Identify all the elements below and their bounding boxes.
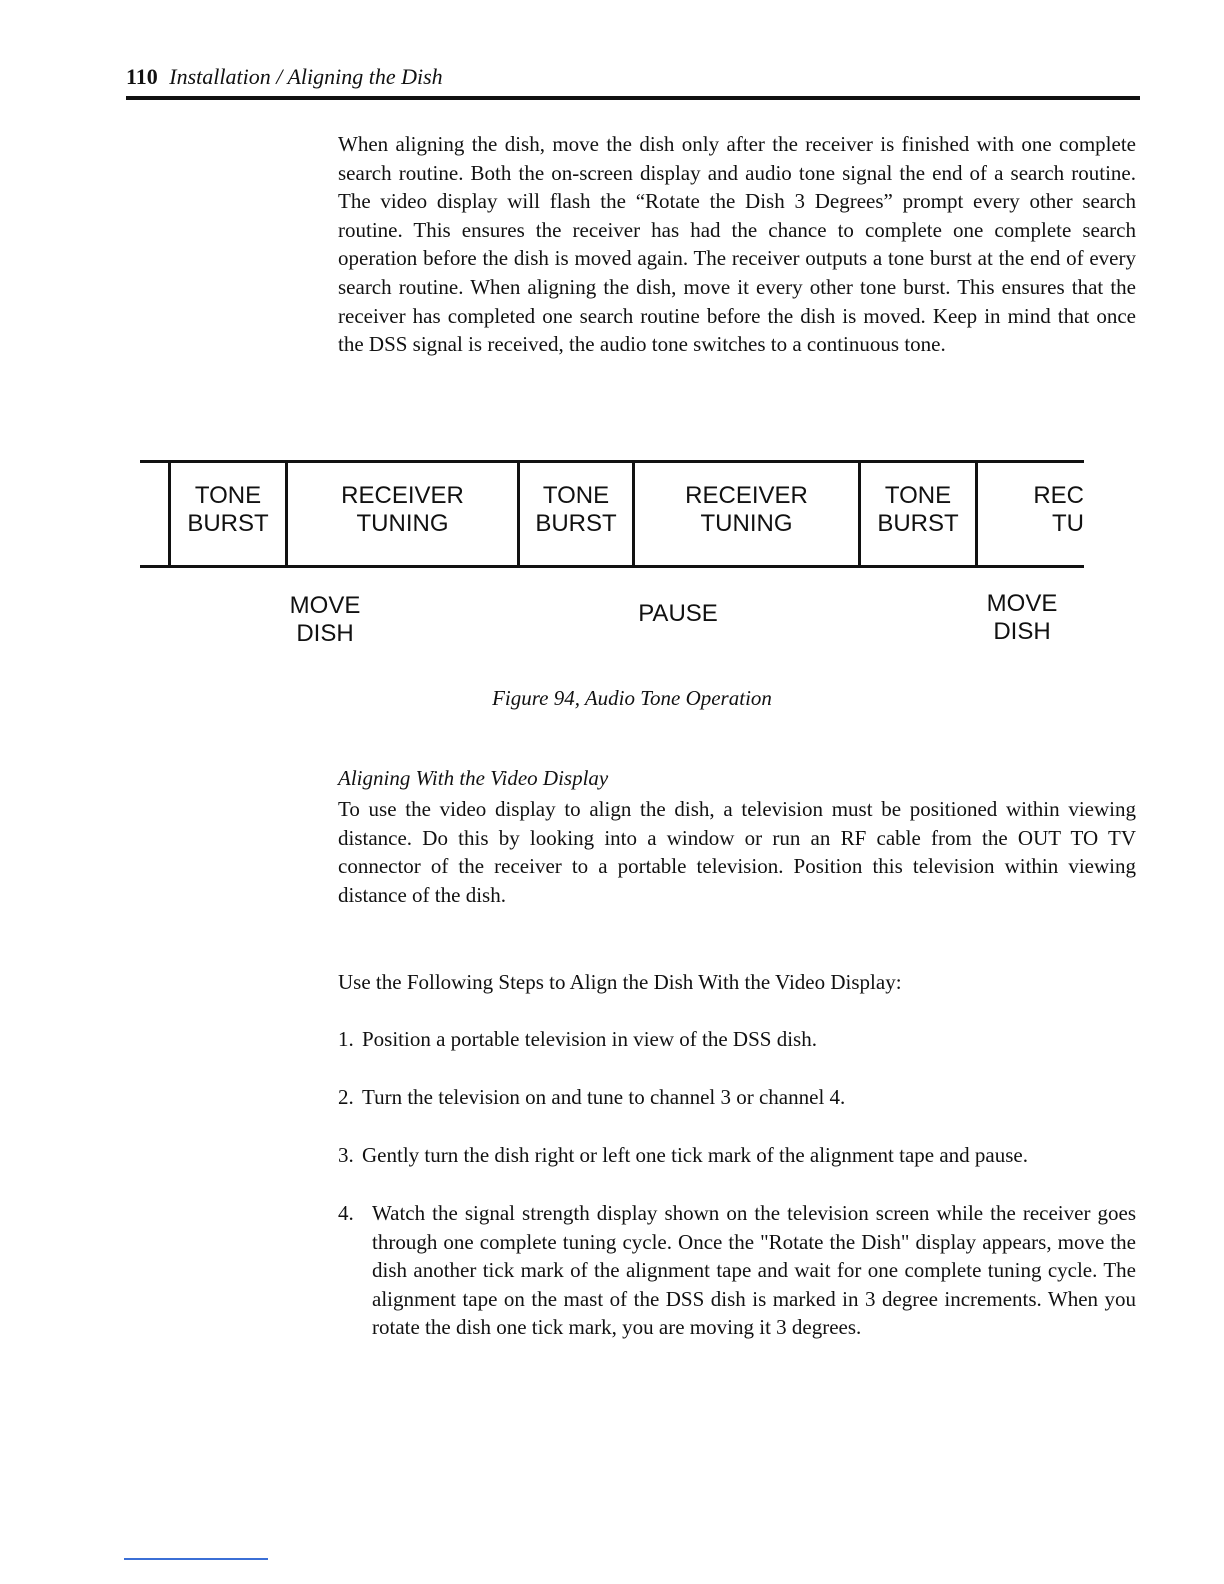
cell-line: TONE <box>194 482 262 509</box>
step-number: 2. <box>338 1085 354 1109</box>
cell-line: TUNING <box>700 510 793 537</box>
cell-line: BURST <box>187 510 269 537</box>
page-number: 110 <box>126 64 158 89</box>
cell-line: BURST <box>535 510 617 537</box>
step-item <box>338 1141 1136 1170</box>
step-item <box>338 1025 1136 1054</box>
header-divider <box>126 96 1140 100</box>
cell-line: TUNING <box>356 510 449 537</box>
timing-line: DISH <box>296 620 354 647</box>
timing-line: MOVE <box>986 590 1058 617</box>
diagram-cell-tone-burst <box>861 482 975 538</box>
cell-line: REC <box>1033 482 1084 509</box>
page-header <box>126 62 443 92</box>
cell-line: RECEIVER <box>685 482 808 509</box>
audio-tone-diagram <box>140 460 1084 570</box>
section-title: Installation / Aligning the Dish <box>169 64 443 89</box>
step-text: Gently turn the dish right or left one tick mark of the alignment tape and pause. <box>362 1143 1028 1167</box>
figure-caption: Figure 94, Audio Tone Operation <box>492 686 772 710</box>
timing-line: DISH <box>993 618 1051 645</box>
step-text: Watch the signal strength display shown on the television screen while the receiver goes through one complete tuning cycle. Once the "Rotate the Dish" display appears, move the dish another tick mark of the alignment tape and wait for one complete tuning cycle. The alignment tape on the mast of the DSS dish is marked in 3 degree increments. When you rotate the dish one tick mark, you are moving it 3 degrees. <box>372 1201 1136 1340</box>
step-number: 3. <box>338 1143 354 1167</box>
timing-line: MOVE <box>289 592 361 619</box>
cell-line: TONE <box>884 482 952 509</box>
cell-line: TU <box>1052 510 1084 537</box>
step-number: 1. <box>338 1027 354 1051</box>
cell-line: BURST <box>877 510 959 537</box>
footer-divider <box>124 1558 268 1560</box>
step-text: Turn the television on and tune to channel 3 or channel 4. <box>362 1085 846 1109</box>
diagram-cell-tone-burst <box>171 482 285 538</box>
step-number: 4. <box>338 1201 354 1225</box>
timing-label-move-dish <box>966 590 1078 646</box>
diagram-cell-receiver-tuning-clipped <box>978 482 1084 538</box>
diagram-cell-receiver-tuning <box>288 482 517 538</box>
intro-paragraph: When aligning the dish, move the dish only after the receiver is finished with one complete search routine. Both the on-screen display and audio tone signal the end of a search routine. The video display will flash the “Rotate the Dish 3 Degrees” prompt every other search routine. This ensures the receiver has had the chance to complete one complete search operation before the dish is moved again. The receiver outputs a tone burst at the end of every search routine. When aligning the dish, move it every other tone burst. This ensures that the receiver has completed one search routine before the dish is moved. Keep in mind that once the DSS signal is received, the audio tone switches to a continuous tone. <box>338 132 1136 357</box>
cell-line: RECEIVER <box>341 482 464 509</box>
step-item <box>338 1199 1136 1342</box>
timing-label-move-dish <box>270 592 380 648</box>
diagram-cell-tone-burst <box>520 482 632 538</box>
diagram-bottom-line <box>140 565 1084 568</box>
timing-label-pause <box>618 600 738 628</box>
timing-line: PAUSE <box>638 600 718 627</box>
cell-line: TONE <box>542 482 610 509</box>
diagram-top-line <box>140 460 1084 463</box>
section-heading: Aligning With the Video Display <box>338 766 609 790</box>
diagram-cell-receiver-tuning <box>635 482 858 538</box>
step-text: Position a portable television in view of the DSS dish. <box>362 1027 817 1051</box>
steps-intro: Use the Following Steps to Align the Dish With the Video Display: <box>338 970 902 994</box>
step-item <box>338 1083 1136 1112</box>
video-paragraph: To use the video display to align the dish, a television must be positioned within viewing distance. Do this by looking into a window or run an RF cable from the OUT TO TV connector of the receiver to a portable television. Position this television within viewing distance of the dish. <box>338 797 1136 907</box>
